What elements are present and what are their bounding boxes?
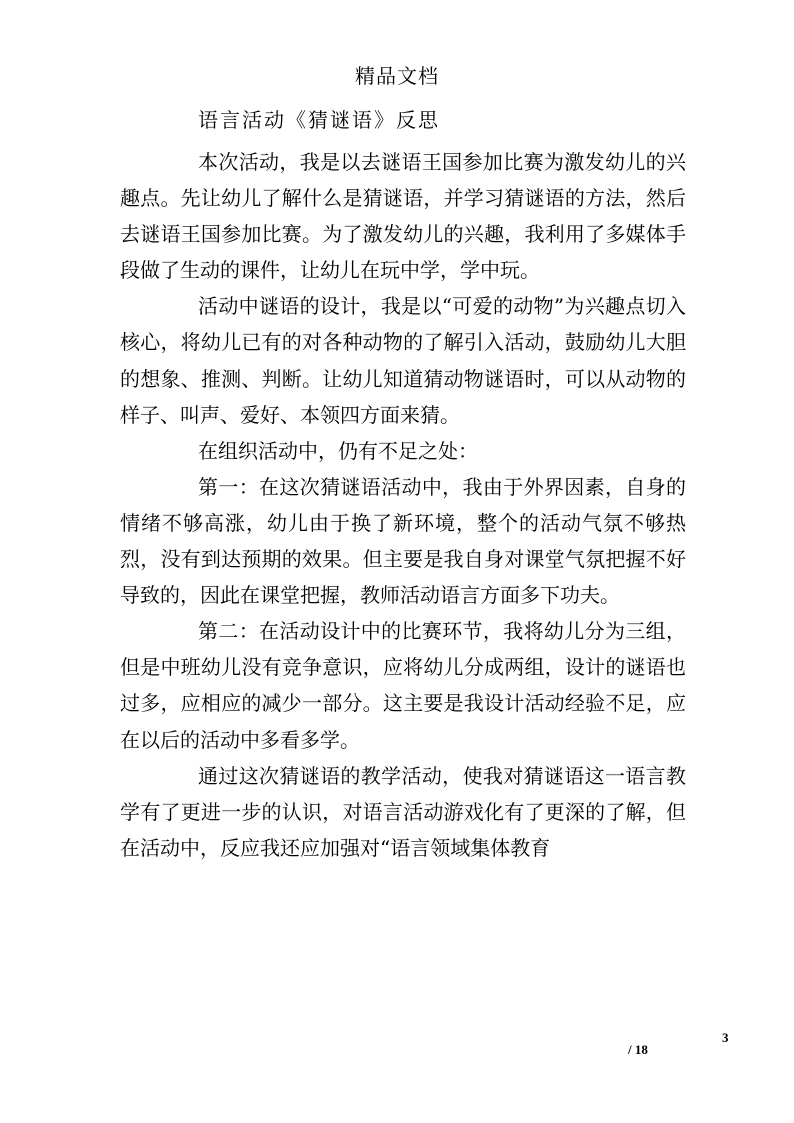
paragraph-conclusion: 通过这次猜谜语的教学活动，使我对猜谜语这一语言教学有了更进一步的认识，对语言活动游戏化有了更深的了解，但在活动中，反应我还应加强对“语言领域集体教育 xyxy=(120,763,686,860)
document-body xyxy=(120,144,686,866)
paragraph-second-point: 第二：在活动设计中的比赛环节，我将幼儿分为三组，但是中班幼儿没有竞争意识，应将幼儿分成两组，设计的谜语也过多，应相应的减少一部分。这主要是我设计活动经验不足，应在以后的活动中多看多学。 xyxy=(120,619,686,752)
page-header: 精品文档 xyxy=(355,64,439,88)
paragraph-intro: 本次活动，我是以去谜语王国参加比赛为激发幼儿的兴趣点。先让幼儿了解什么是猜谜语，并学习猜谜语的方法，然后去谜语王国参加比赛。为了激发幼儿的兴趣，我利用了多媒体手段做了生动的课件，让幼儿在玩中学，学中玩。 xyxy=(120,150,686,283)
document-title: 语言活动《猜谜语》反思 xyxy=(198,108,440,132)
page-total: / 18 xyxy=(628,1042,648,1057)
paragraph-shortcomings: 在组织活动中，仍有不足之处： xyxy=(198,438,478,463)
paragraph-design: 活动中谜语的设计，我是以“可爱的动物”为兴趣点切入核心，将幼儿已有的对各种动物的了解引入活动，鼓励幼儿大胆的想象、推测、判断。让幼儿知道猜动物谜语时，可以从动物的样子、叫声、爱好、本领四方面来猜。 xyxy=(120,294,686,427)
paragraph-first-point: 第一：在这次猜谜语活动中，我由于外界因素，自身的情绪不够高涨，幼儿由于换了新环境，整个的活动气氛不够热烈，没有到达预期的效果。但主要是我自身对课堂气氛把握不好导致的，因此在课堂把握，教师活动语言方面多下功夫。 xyxy=(120,474,686,608)
page-number: 3 xyxy=(722,1030,729,1045)
